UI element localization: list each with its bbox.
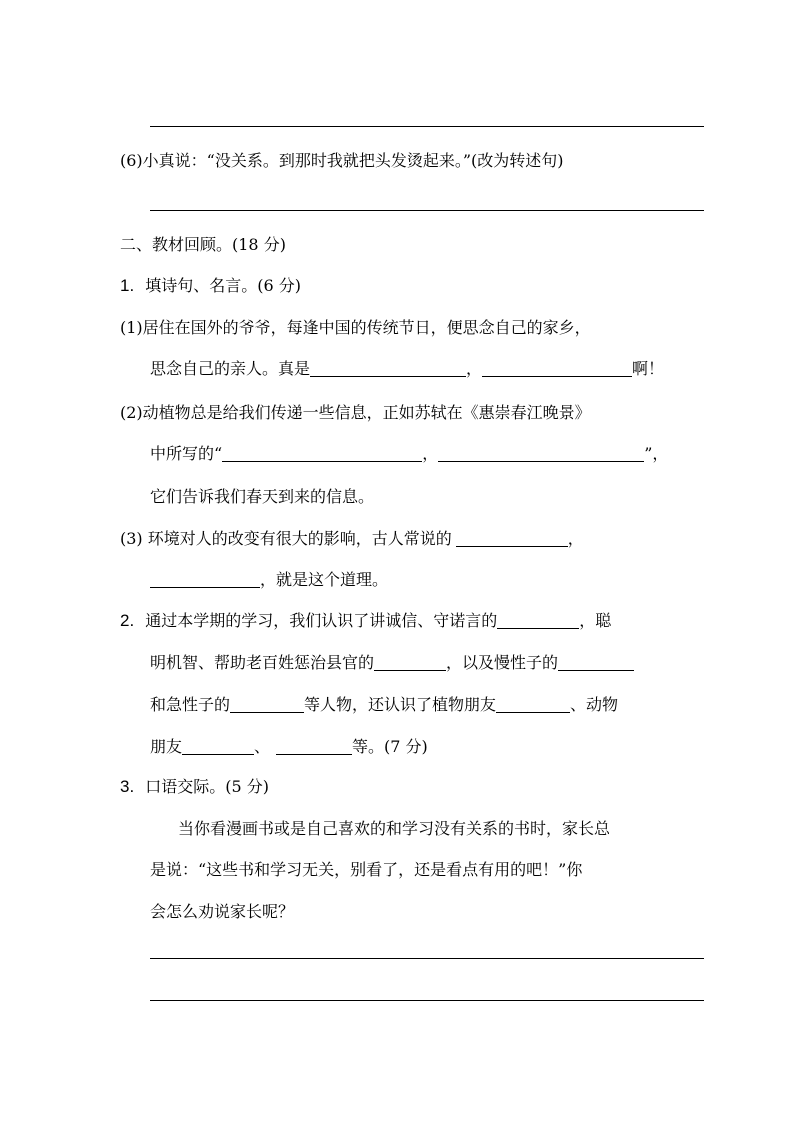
question-3-header: [120, 774, 269, 797]
q2-line3-prefix: 和急性子的: [150, 695, 231, 714]
q2-line3-mid: 等人物，还认识了植物朋友: [304, 695, 497, 714]
q1-part3-suffix: ，就是这个道理。: [260, 570, 389, 589]
question-1-title: 填诗句、名言。(6 分): [145, 276, 302, 295]
q1-part2-blank-b[interactable]: [438, 445, 644, 462]
q1-part3-blank-b[interactable]: [150, 571, 260, 588]
question-6-text: (6)小真说：“没关系。到那时我就把头发烫起来。”(改为转述句): [120, 151, 564, 170]
question-2-line2: [150, 650, 634, 673]
question-2-line3: [150, 692, 618, 715]
question-3-number: 3.: [120, 777, 135, 796]
q1-part2-separator: ，: [422, 444, 439, 463]
q1-part1-prefix: 思念自己的亲人。真是: [150, 359, 311, 378]
q1-part3-line1: [120, 526, 584, 549]
q2-line4-mid: 、: [254, 737, 271, 756]
q1-part1-separator: ，: [466, 359, 483, 378]
q1-part3-prefix: (3) 环境对人的改变有很大的影响，古人常说的: [120, 529, 452, 548]
q2-blank-slow[interactable]: [558, 654, 634, 671]
q1-part2-prefix: 中所写的“: [150, 444, 223, 463]
q1-part2-line3: 它们告诉我们春天到来的信息。: [150, 487, 375, 506]
q1-part2-end: ”，: [644, 444, 669, 463]
question-2-line1: [120, 608, 611, 631]
q1-part2-line1: (2)动植物总是给我们传递一些信息，正如苏轼在《惠崇春江晚景》: [120, 403, 591, 422]
q2-blank-animal-a[interactable]: [182, 738, 254, 755]
q3-prompt-line3: 会怎么劝说家长呢？: [150, 902, 295, 921]
q2-line2-mid: ，以及慢性子的: [446, 653, 559, 672]
q2-line2-prefix: 明机智、帮助老百姓惩治县官的: [150, 653, 375, 672]
q1-part1-blank-a[interactable]: [310, 360, 466, 377]
q1-part1-end: 啊！: [632, 359, 665, 378]
q1-part3-comma: ，: [567, 529, 584, 548]
q1-part1-blank-b[interactable]: [482, 360, 632, 377]
q2-line4-suffix: 等。(7 分): [352, 737, 428, 756]
question-1-header: [120, 273, 301, 296]
q1-part2-line2: [150, 441, 668, 464]
answer-line-q5[interactable]: [150, 126, 704, 127]
q3-prompt-line1: 当你看漫画书或是自己喜欢的和学习没有关系的书时，家长总: [178, 819, 611, 838]
question-3-title: 口语交际。(5 分): [145, 777, 270, 796]
q1-part3-line2: [150, 567, 388, 590]
section-2-title: 二、教材回顾。(18 分): [120, 235, 286, 254]
q1-part3-blank-a[interactable]: [456, 530, 568, 547]
q2-blank-plant[interactable]: [496, 696, 570, 713]
q2-line4-prefix: 朋友: [150, 737, 183, 756]
q2-line3-suffix: 、动物: [570, 695, 619, 714]
answer-line-q3-1[interactable]: [150, 958, 704, 959]
q2-line1-prefix: 通过本学期的学习，我们认识了讲诚信、守诺言的: [145, 611, 498, 630]
q1-part2-blank-a[interactable]: [222, 445, 422, 462]
answer-line-q3-2[interactable]: [150, 1000, 704, 1001]
q1-part1-line2: [150, 356, 664, 379]
q2-blank-clever[interactable]: [374, 654, 446, 671]
q2-blank-fast[interactable]: [230, 696, 304, 713]
question-2-number: 2.: [120, 611, 135, 630]
q2-blank-animal-b[interactable]: [276, 738, 352, 755]
q1-part1-line1: (1)居住在国外的爷爷，每逢中国的传统节日，便思念自己的家乡，: [120, 318, 591, 337]
q2-blank-honest[interactable]: [497, 612, 579, 629]
question-1-number: 1.: [120, 276, 135, 295]
question-2-line4: [150, 734, 428, 757]
q2-line1-suffix: ，聪: [579, 611, 612, 630]
answer-line-q6[interactable]: [150, 210, 704, 211]
q3-prompt-line2: 是说：“这些书和学习无关，别看了，还是看点有用的吧！”你: [150, 860, 583, 879]
